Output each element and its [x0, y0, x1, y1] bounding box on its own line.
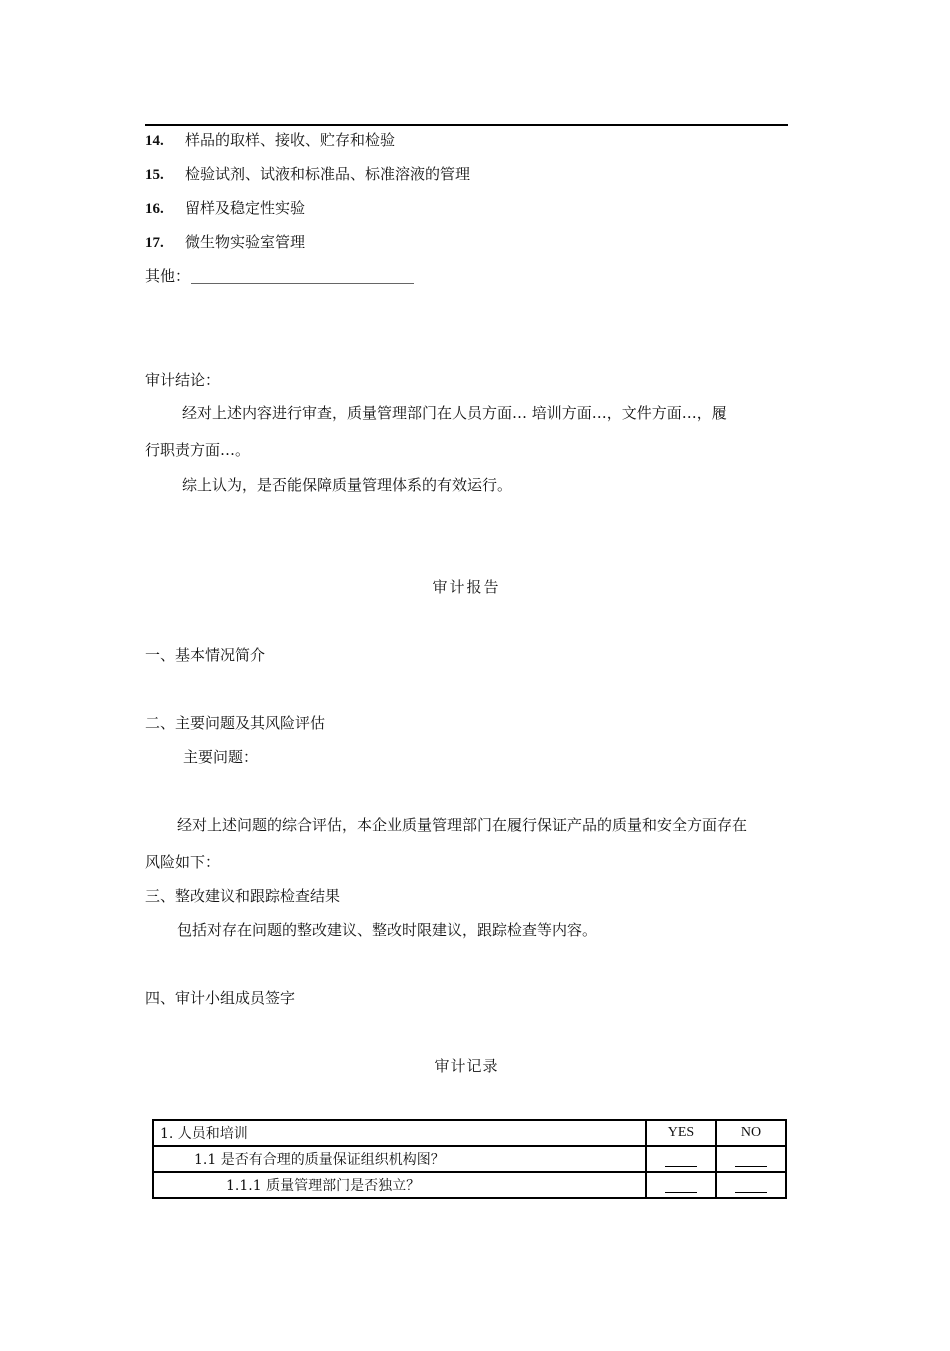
report-title: 审计报告 [432, 578, 501, 596]
table-header-no: NO [716, 1120, 786, 1146]
list-item [145, 197, 305, 218]
list-item-number: 15. [145, 167, 164, 183]
other-fill-line [191, 283, 414, 284]
no-answer-blank[interactable] [716, 1172, 786, 1198]
record-title: 审计记录 [434, 1057, 499, 1075]
audit-record-table [152, 1119, 787, 1199]
list-item [145, 163, 470, 184]
list-item-text: 样品的取样、接收、贮存和检验 [185, 131, 396, 149]
report-section-2-para-line1: 经对上述问题的综合评估，本企业质量管理部门在履行保证产品的质量和安全方面存在 [177, 816, 748, 834]
report-section-1: 一、基本情况简介 [145, 646, 266, 664]
yes-answer-blank[interactable] [646, 1172, 716, 1198]
table-header-yes: YES [646, 1120, 716, 1146]
report-section-2-sub: 主要问题： [183, 748, 259, 766]
list-item-text: 微生物实验室管理 [185, 233, 306, 251]
list-item-number: 16. [145, 201, 164, 217]
report-section-4: 四、审计小组成员签字 [145, 989, 296, 1007]
table-row-text: 1.1 是否有合理的质量保证组织机构图？ [153, 1146, 646, 1172]
report-section-3-para: 包括对存在问题的整改建议、整改时限建议，跟踪检查等内容。 [177, 921, 598, 939]
report-section-2-para-line2: 风险如下： [145, 853, 221, 871]
list-item-number: 17. [145, 235, 164, 251]
conclusion-para2: 综上认为，是否能保障质量管理体系的有效运行。 [182, 476, 513, 494]
other-label: 其他： [145, 267, 191, 285]
yes-answer-blank[interactable] [646, 1146, 716, 1172]
report-section-2: 二、主要问题及其风险评估 [145, 714, 326, 732]
page-bottom-margin [140, 1201, 800, 1351]
report-section-3: 三、整改建议和跟踪检查结果 [145, 887, 341, 905]
conclusion-para1-line1: 经对上述内容进行审查，质量管理部门在人员方面… 培训方面…，文件方面…，履 [182, 404, 727, 422]
table-row-text: 1.1.1 质量管理部门是否独立？ [153, 1172, 646, 1198]
list-item [145, 129, 395, 150]
header-rule [145, 124, 788, 126]
conclusion-para1-line2: 行职责方面…。 [145, 441, 251, 459]
list-item-number: 14. [145, 133, 164, 149]
list-item [145, 231, 305, 252]
table-row [153, 1146, 786, 1172]
list-item-text: 留样及稳定性实验 [185, 199, 306, 217]
list-item-text: 检验试剂、试液和标准品、标准溶液的管理 [185, 165, 471, 183]
no-answer-blank[interactable] [716, 1146, 786, 1172]
table-row [153, 1172, 786, 1198]
conclusion-heading: 审计结论： [145, 371, 221, 389]
table-header-row [153, 1120, 786, 1146]
table-header-item: 1. 人员和培训 [153, 1120, 646, 1146]
